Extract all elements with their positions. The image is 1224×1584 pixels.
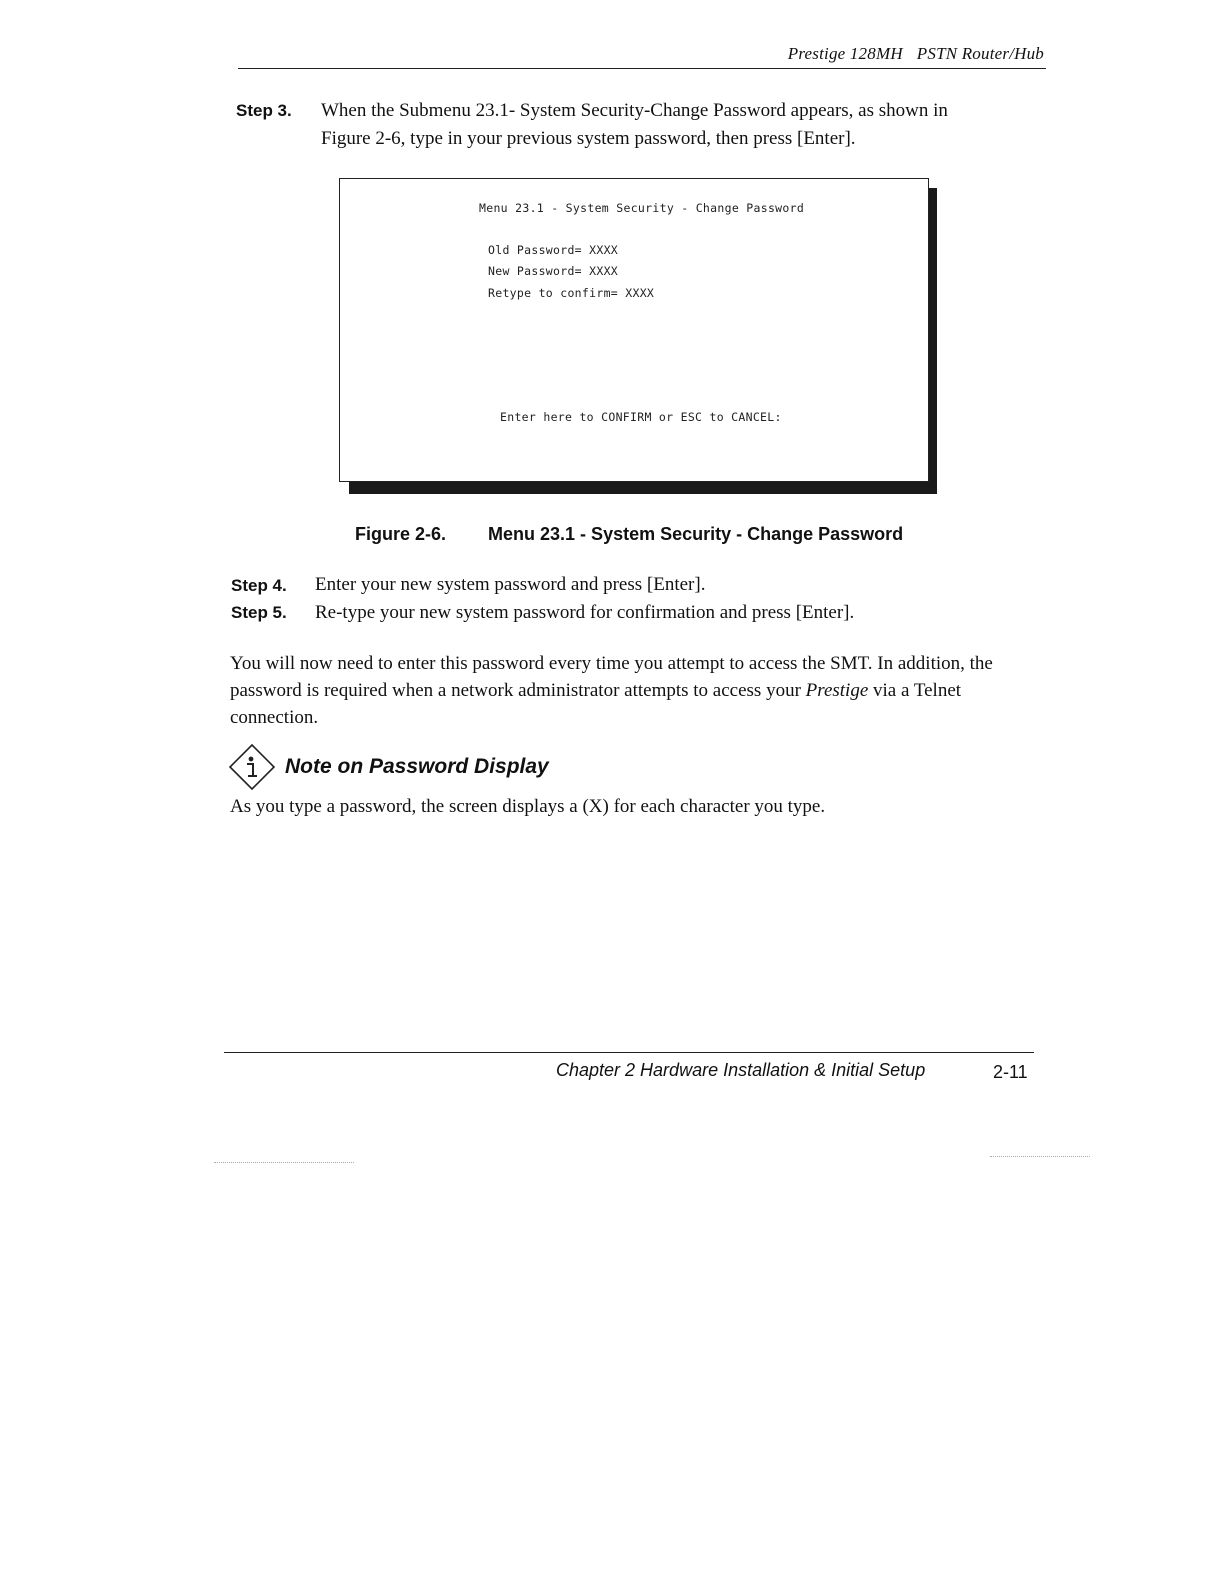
header-description: PSTN Router/Hub <box>916 44 1044 63</box>
terminal-confirm-prompt: Enter here to CONFIRM or ESC to CANCEL: <box>500 410 782 424</box>
step-3-line-2: Figure 2-6, type in your previous system password, then press [Enter]. <box>321 128 856 149</box>
header-rule <box>238 68 1046 69</box>
terminal-shadow-bottom <box>349 482 937 494</box>
step-5-text: Re-type your new system password for confirmation and press [Enter]. <box>315 602 855 623</box>
old-password-row <box>488 243 618 257</box>
paragraph-product: Prestige <box>805 680 869 701</box>
header-product: Prestige 128MH <box>787 44 903 63</box>
paragraph-before: You will now need to enter this password every time you attempt to access the SMT. In addition, the password is required when a network administrator attempts to access your <box>230 653 993 701</box>
figure-caption <box>355 524 903 545</box>
retype-password-label: Retype to confirm= <box>488 286 626 300</box>
new-password-row <box>488 264 618 278</box>
running-header <box>788 44 1044 64</box>
old-password-value[interactable]: XXXX <box>589 243 619 257</box>
new-password-value[interactable]: XXXX <box>589 264 619 278</box>
footer-chapter: Chapter 2 Hardware Installation & Initial Setup <box>556 1060 926 1080</box>
step-4-label: Step 4. <box>231 576 287 595</box>
terminal-screen <box>339 178 929 482</box>
terminal-shadow-right <box>929 188 937 494</box>
scan-artifact-left <box>214 1162 354 1163</box>
info-diamond-icon <box>227 742 277 792</box>
note-text: As you type a password, the screen displays a (X) for each character you type. <box>230 796 826 817</box>
step-3-label: Step 3. <box>236 101 292 120</box>
scan-artifact-right <box>990 1156 1090 1157</box>
retype-password-row <box>488 286 654 300</box>
figure-title: Menu 23.1 - System Security - Change Password <box>488 524 904 544</box>
step-5-label: Step 5. <box>231 603 287 622</box>
footer-page-number: 2-11 <box>993 1062 1028 1082</box>
old-password-label: Old Password= <box>488 243 590 257</box>
step-3-text <box>321 97 1041 153</box>
step-4-text: Enter your new system password and press [Enter]. <box>315 574 706 595</box>
retype-password-value[interactable]: XXXX <box>625 286 655 300</box>
terminal-menu-title: Menu 23.1 - System Security - Change Password <box>479 201 805 215</box>
step-3-line-1: When the Submenu 23.1- System Security-Change Password appears, as shown in <box>321 100 948 121</box>
body-paragraph <box>230 650 1030 731</box>
footer-rule <box>224 1052 1034 1053</box>
note-heading: Note on Password Display <box>285 755 549 778</box>
paragraph-after: via a Telnet connection. <box>230 680 962 728</box>
new-password-label: New Password= <box>488 264 590 278</box>
figure-number: Figure 2-6. <box>355 524 447 544</box>
